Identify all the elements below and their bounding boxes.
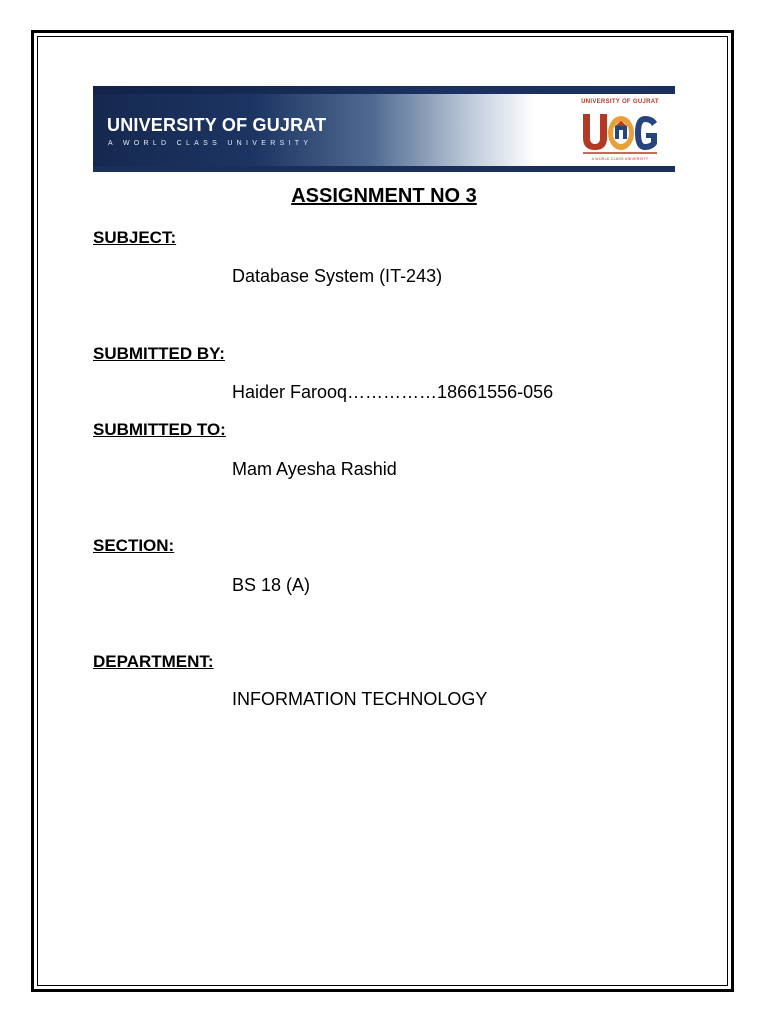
university-name: UNIVERSITY OF GUJRAT <box>107 115 327 135</box>
logo-footer: A WORLD CLASS UNIVERSITY <box>591 157 649 161</box>
submitted-by-label: SUBMITTED BY: <box>93 344 225 363</box>
section-label: SECTION: <box>93 536 175 555</box>
department-value: INFORMATION TECHNOLOGY <box>232 689 488 709</box>
submitted-to-value: Mam Ayesha Rashid <box>232 459 397 479</box>
submitted-to-label: SUBMITTED TO: <box>93 420 226 439</box>
assignment-title: ASSIGNMENT NO 3 <box>291 185 477 207</box>
department-label: DEPARTMENT: <box>93 652 214 671</box>
banner-bottom-strip <box>93 166 675 172</box>
section-value: BS 18 (A) <box>232 575 311 595</box>
logo-heading: UNIVERSITY OF GUJRAT <box>581 99 659 105</box>
university-tagline: A WORLD CLASS UNIVERSITY <box>108 140 313 147</box>
submitted-by-value: Haider Farooq……………18661556-056 <box>232 382 554 402</box>
uog-logo-mark <box>579 108 661 156</box>
university-banner <box>93 86 675 172</box>
uog-logo <box>575 97 665 163</box>
subject-label: SUBJECT: <box>93 228 177 247</box>
subject-value: Database System (IT-243) <box>232 266 443 286</box>
banner-top-strip <box>93 86 675 94</box>
page-inner-border <box>37 36 728 986</box>
